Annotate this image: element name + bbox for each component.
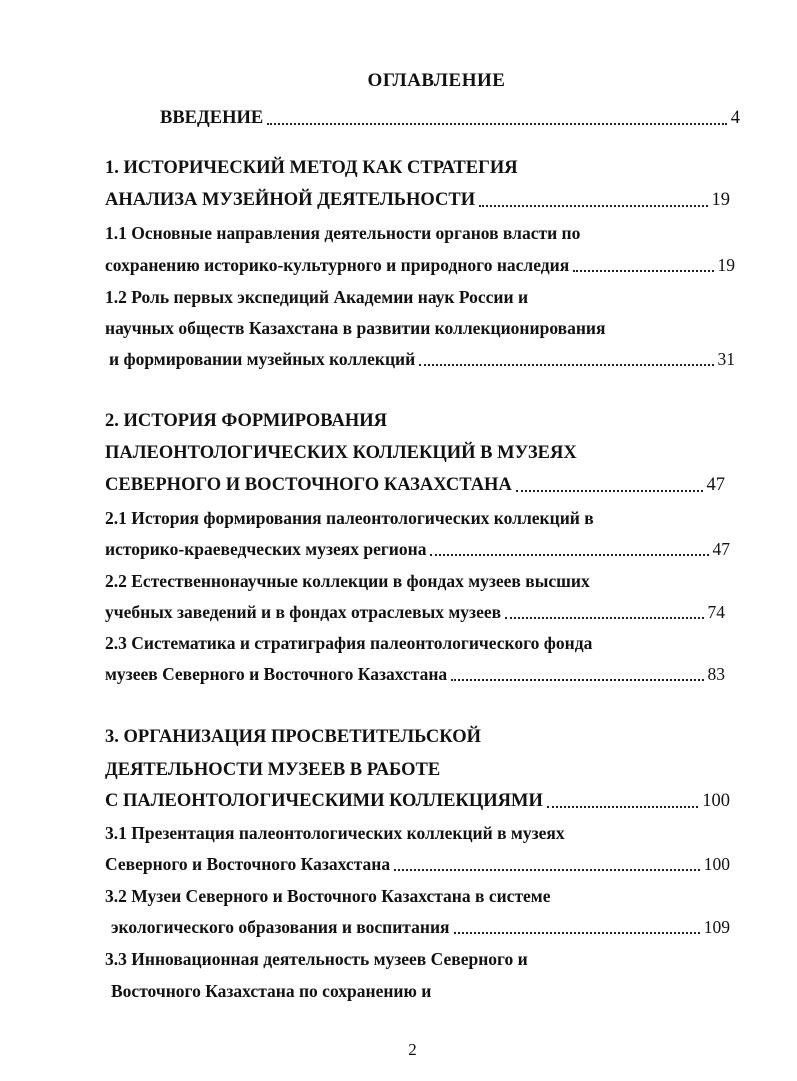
toc-entry-label: учебных заведений и в фондах отраслевых музеев <box>105 602 502 622</box>
toc-entry-intro <box>160 106 740 130</box>
subsection-text: 3.1 Презентация палеонтологических коллекций в музеях <box>105 823 565 843</box>
toc-entry-3-2 <box>111 915 730 939</box>
toc-title: ОГЛАВЛЕНИЕ <box>367 70 506 91</box>
toc-page-number: 47 <box>706 475 725 495</box>
toc-entry-label: и формировании музейных коллекций <box>109 349 416 369</box>
toc-entry-1-2 <box>109 347 735 371</box>
toc-entry-label: С ПАЛЕОНТОЛОГИЧЕСКИМИ КОЛЛЕКЦИЯМИ <box>105 791 543 811</box>
subsection-text: 1.1 Основные направления деятельности органов власти по <box>105 223 581 243</box>
toc-entry-label: историко-краеведческих музеях региона <box>105 539 427 559</box>
toc-page-number: 100 <box>702 791 730 811</box>
dot-leader <box>479 205 707 207</box>
dot-leader <box>547 806 698 808</box>
toc-entry-2-2 <box>105 600 725 624</box>
section-heading: ДЕЯТЕЛЬНОСТИ МУЗЕЕВ В РАБОТЕ <box>105 760 441 780</box>
dot-leader <box>430 554 708 556</box>
toc-entry-label: АНАЛИЗА МУЗЕЙНОЙ ДЕЯТЕЛЬНОСТИ <box>105 190 476 210</box>
dot-leader <box>573 270 713 272</box>
subsection-text: 3.3 Инновационная деятельность музеев Северного и <box>105 949 528 969</box>
section-heading: 1. ИСТОРИЧЕСКИЙ МЕТОД КАК СТРАТЕГИЯ <box>105 158 518 178</box>
subsection-text: 2.3 Систематика и стратиграфия палеонтологического фонда <box>105 633 593 653</box>
toc-entry-label: ВВЕДЕНИЕ <box>160 108 264 128</box>
toc-entry-1-1 <box>105 253 735 277</box>
toc-page-number: 47 <box>712 539 730 559</box>
toc-entry-label: Северного и Восточного Казахстана <box>105 854 391 874</box>
dot-leader <box>505 617 703 619</box>
dot-leader <box>267 123 727 125</box>
subsection-text: научных обществ Казахстана в развитии коллекционирования <box>105 318 606 338</box>
subsection-text: 2.2 Естественнонаучные коллекции в фондах музеев высших <box>105 571 590 591</box>
dot-leader <box>419 364 713 366</box>
toc-entry-section-3 <box>105 789 730 813</box>
dot-leader <box>394 869 700 871</box>
toc-page-number: 109 <box>703 917 730 937</box>
toc-entry-label: СЕВЕРНОГО И ВОСТОЧНОГО КАЗАХСТАНА <box>105 475 512 495</box>
toc-page-number: 4 <box>730 108 740 128</box>
subsection-text: 3.2 Музеи Северного и Восточного Казахстана в системе <box>105 886 551 906</box>
section-heading: 3. ОРГАНИЗАЦИЯ ПРОСВЕТИТЕЛЬСКОЙ <box>105 727 482 747</box>
subsection-text: 1.2 Роль первых экспедиций Академии наук России и <box>105 287 529 307</box>
toc-page-number: 19 <box>711 190 730 210</box>
toc-page-number: 74 <box>707 602 725 622</box>
toc-entry-section-2 <box>105 473 725 497</box>
toc-entry-3-1 <box>105 852 730 876</box>
toc-entry-2-1 <box>105 537 730 561</box>
subsection-text: Восточного Казахстана по сохранению и <box>111 981 432 1001</box>
toc-entry-label: музеев Северного и Восточного Казахстана <box>105 664 448 684</box>
toc-page-number: 100 <box>703 854 730 874</box>
toc-page-number: 19 <box>717 255 735 275</box>
toc-page-number: 83 <box>707 664 725 684</box>
subsection-text: 2.1 История формирования палеонтологических коллекций в <box>105 508 594 528</box>
section-heading: ПАЛЕОНТОЛОГИЧЕСКИХ КОЛЛЕКЦИЙ В МУЗЕЯХ <box>105 443 577 463</box>
dot-leader <box>454 932 700 934</box>
section-heading: 2. ИСТОРИЯ ФОРМИРОВАНИЯ <box>105 411 387 431</box>
toc-page-number: 31 <box>717 349 735 369</box>
dot-leader <box>516 490 703 492</box>
toc-entry-label: сохранению историко-культурного и природного наследия <box>105 255 570 275</box>
dot-leader <box>451 679 703 681</box>
page-number: 2 <box>408 1040 417 1059</box>
toc-entry-2-3 <box>105 662 725 686</box>
toc-entry-label: экологического образования и воспитания <box>111 917 450 937</box>
toc-entry-section-1 <box>105 188 730 212</box>
